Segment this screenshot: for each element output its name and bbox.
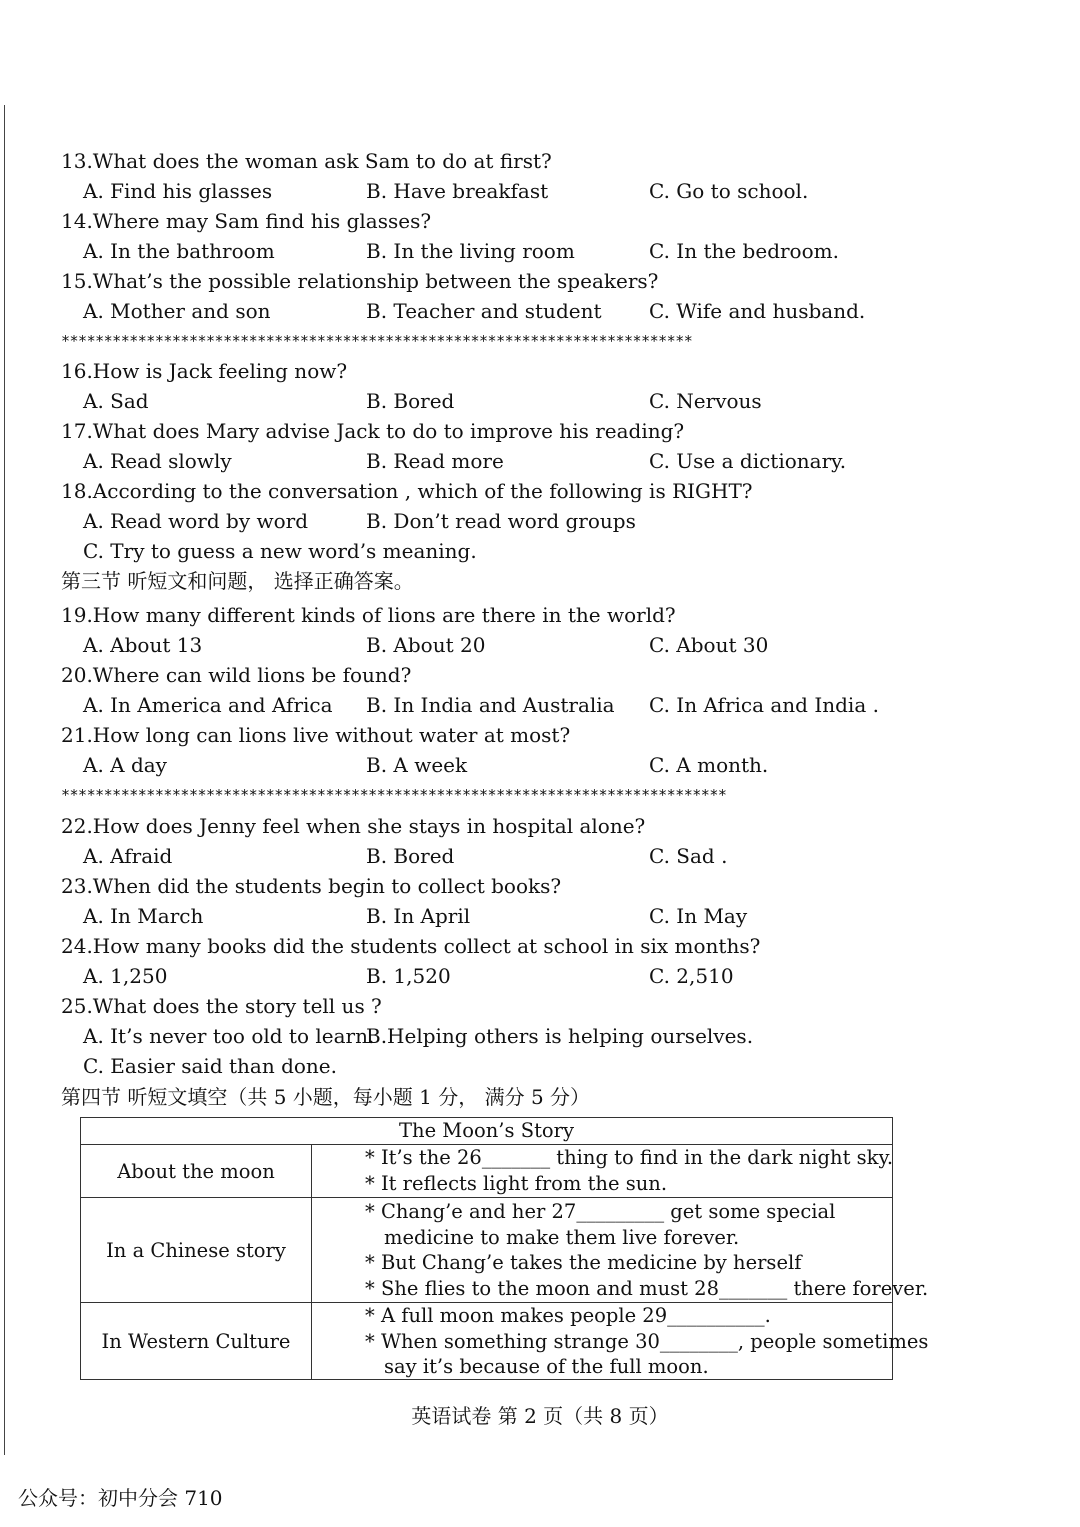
q16-option-a: A. Sad: [83, 389, 149, 413]
q24-option-a: A. 1,250: [83, 964, 168, 988]
table-row: [81, 1303, 929, 1379]
question-23: 23.When did the students begin to collect books?: [61, 874, 562, 898]
page-margin-line: [4, 105, 5, 1455]
row-line: * It’s the 26_______ thing to find in the dark night sky.: [365, 1146, 894, 1169]
row-content: [365, 1145, 893, 1196]
q17-option-b: B. Read more: [366, 449, 504, 473]
page-footer: 英语试卷 第 2 页（共 8 页）: [411, 1404, 669, 1428]
watermark: 公众号：初中分会 710: [18, 1486, 223, 1510]
row-line: medicine to make them live forever.: [384, 1225, 740, 1249]
q13-option-a: A. Find his glasses: [83, 179, 273, 203]
question-13: 13.What does the woman ask Sam to do at first?: [61, 149, 552, 173]
question-18: 18.According to the conversation , which of the following is RIGHT?: [61, 479, 753, 503]
row-label: About the moon: [81, 1145, 312, 1197]
question-14: 14.Where may Sam find his glasses?: [61, 209, 432, 233]
q24-option-c: C. 2,510: [649, 964, 734, 988]
row-label: In a Chinese story: [81, 1198, 312, 1302]
q23-option-a: A. In March: [83, 904, 204, 928]
row-line: * But Chang’e takes the medicine by herself: [365, 1251, 802, 1274]
row-line: * Chang’e and her 27_________ get some special: [365, 1200, 836, 1223]
row-label: In Western Culture: [81, 1303, 312, 1379]
separator-stars-2: ******************************************************************************: [61, 786, 727, 804]
q15-option-c: C. Wife and husband.: [649, 299, 866, 323]
question-25: 25.What does the story tell us ?: [61, 994, 382, 1018]
q17-option-c: C. Use a dictionary.: [649, 449, 847, 473]
q15-option-a: A. Mother and son: [83, 299, 271, 323]
question-19: 19.How many different kinds of lions are there in the world?: [61, 603, 676, 627]
table-row: [81, 1145, 892, 1198]
q25-option-a: A. It’s never too old to learn.: [83, 1024, 375, 1048]
question-24: 24.How many books did the students collect at school in six months?: [61, 934, 761, 958]
q16-option-c: C. Nervous: [649, 389, 762, 413]
q21-option-c: C. A month.: [649, 753, 769, 777]
table-title: The Moon’s Story: [81, 1118, 892, 1145]
q13-option-c: C. Go to school.: [649, 179, 809, 203]
row-line: * When something strange 30________, people sometimes: [365, 1329, 929, 1353]
q16-option-b: B. Bored: [366, 389, 455, 413]
q18-option-a: A. Read word by word: [83, 509, 308, 533]
moon-story-table: [80, 1117, 929, 1380]
question-17: 17.What does Mary advise Jack to do to improve his reading?: [61, 419, 685, 443]
q14-option-a: A. In the bathroom: [83, 239, 275, 263]
q20-option-c: C. In Africa and India .: [649, 693, 879, 717]
table-row: [81, 1198, 929, 1303]
question-20: 20.Where can wild lions be found?: [61, 663, 412, 687]
q14-option-c: C. In the bedroom.: [649, 239, 839, 263]
q21-option-a: A. A day: [83, 753, 167, 777]
q25-option-c: C. Easier said than done.: [83, 1054, 337, 1078]
row-line: * It reflects light from the sun.: [365, 1171, 668, 1195]
q23-option-c: C. In May: [649, 904, 748, 928]
q23-option-b: B. In April: [366, 904, 471, 928]
q22-option-a: A. Afraid: [83, 844, 173, 868]
section-3-heading: 第三节 听短文和问题， 选择正确答案。: [61, 569, 414, 593]
q13-option-b: B. Have breakfast: [366, 179, 549, 203]
question-21: 21.How long can lions live without water at most?: [61, 723, 571, 747]
question-22: 22.How does Jenny feel when she stays in hospital alone?: [61, 814, 646, 838]
question-15: 15.What’s the possible relationship between the speakers?: [61, 269, 659, 293]
q15-option-b: B. Teacher and student: [366, 299, 602, 323]
row-content: [365, 1199, 928, 1301]
row-line: * A full moon makes people 29__________.: [365, 1304, 771, 1327]
q19-option-c: C. About 30: [649, 633, 769, 657]
question-16: 16.How is Jack feeling now?: [61, 359, 348, 383]
q25-option-b: B.Helping others is helping ourselves.: [366, 1024, 754, 1048]
section-4-heading: 第四节 听短文填空（共 5 小题，每小题 1 分， 满分 5 分）: [61, 1085, 591, 1109]
q18-option-c: C. Try to guess a new word’s meaning.: [83, 539, 477, 563]
q19-option-b: B. About 20: [366, 633, 486, 657]
q22-option-c: C. Sad .: [649, 844, 728, 868]
q17-option-a: A. Read slowly: [83, 449, 232, 473]
q20-option-a: A. In America and Africa: [83, 693, 333, 717]
q21-option-b: B. A week: [366, 753, 468, 777]
row-line: say it’s because of the full moon.: [384, 1355, 709, 1378]
q22-option-b: B. Bored: [366, 844, 455, 868]
separator-stars-1: **************************************************************************: [61, 332, 693, 350]
q20-option-b: B. In India and Australia: [366, 693, 615, 717]
q18-option-b: B. Don’t read word groups: [366, 509, 636, 533]
q19-option-a: A. About 13: [83, 633, 203, 657]
row-content: [365, 1303, 928, 1380]
q24-option-b: B. 1,520: [366, 964, 451, 988]
row-line: * She flies to the moon and must 28_______ there forever.: [365, 1276, 929, 1300]
q14-option-b: B. In the living room: [366, 239, 575, 263]
